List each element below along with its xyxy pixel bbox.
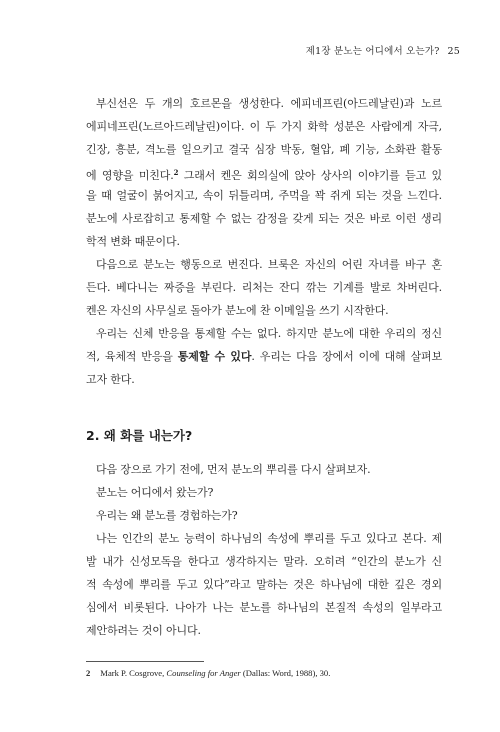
page-number: 25 [447,46,460,57]
footnote-publication: (Dallas: Word, 1988), 30. [240,668,331,678]
footnote-ref: 2 [173,168,179,177]
text-line: 분노에 사로잡히고 통제할 수 없는 감정을 갖게 되는 것은 바로 이런 생리 [86,212,442,225]
text-line: 든다. 베다니는 짜증을 부린다. 리처는 잔디 깎는 기계를 발로 차버린다. [86,281,442,294]
text-line: 우리는 신체 반응을 통제할 수는 없다. 하지만 분노에 대한 우리의 정신 [96,327,442,340]
text-line: 심에서 비롯된다. 나아가 나는 분노를 하나님의 본질적 속성의 일부라고 [86,601,442,614]
text-line: 을 때 얼굴이 붉어지고, 속이 뒤틀리며, 주먹을 꽉 쥐게 되는 것을 느낀다. [86,189,442,202]
text-span: 그래서 켄은 회의실에 앉아 상사의 이야기를 듣고 있 [178,169,442,182]
text-span: 에 영향을 미친다. [86,169,174,182]
text-line: 우리는 왜 분노를 경험하는가? [96,509,238,522]
text-line: 켄은 자신의 사무실로 돌아가 분노에 찬 이메일을 쓰기 시작한다. [86,304,389,317]
text-line [86,166,442,183]
text-line: 분노는 어디에서 왔는가? [96,486,214,499]
footnote-author: Mark P. Cosgrove, [100,668,167,678]
text-line: 에피네프린(노르아드레날린)이다. 이 두 가지 화학 성분은 사람에게 자극, [86,120,442,133]
footnote-number: 2 [86,668,91,678]
emphasis-text: 통제할 수 있다 [177,350,252,363]
text-span: 적, 육체적 반응을 [86,350,178,363]
footnote-book-title: Counseling for Anger [166,668,241,678]
footnote-divider [86,661,204,662]
running-head [306,43,460,57]
text-line: 학적 변화 때문이다. [86,235,180,248]
text-line: 다음 장으로 가기 전에, 먼저 분노의 뿌리를 다시 살펴보자. [96,463,371,476]
text-line: 발 내가 신성모독을 한다고 생각하지는 말라. 오히려 “인간의 분노가 신 [86,555,442,568]
text-line: 부신선은 두 개의 호르몬을 생성한다. 에피네프린(아드레날린)과 노르 [96,97,442,110]
text-line [86,350,442,364]
section-heading: 2. 왜 화를 내는가? [86,428,193,443]
footnote [86,668,330,678]
text-span: . 우리는 다음 장에서 이에 대해 살펴보 [251,350,442,363]
text-line: 고자 한다. [86,373,135,386]
text-line: 긴장, 흥분, 격노를 일으키고 결국 심장 박동, 혈압, 폐 기능, 소화관 활동 [86,143,442,156]
text-line: 나는 인간의 분노 능력이 하나님의 속성에 뿌리를 두고 있다고 본다. 제 [96,532,442,545]
text-line: 적 속성에 뿌리를 두고 있다”라고 말하는 것은 하나님에 대한 깊은 경외 [86,578,442,591]
text-line: 다음으로 분노는 행동으로 번진다. 브룩은 자신의 어린 자녀를 바구 혼 [96,258,442,271]
chapter-title: 제1장 분노는 어디에서 오는가? [305,46,440,57]
text-line: 제안하려는 것이 아니다. [86,624,201,637]
